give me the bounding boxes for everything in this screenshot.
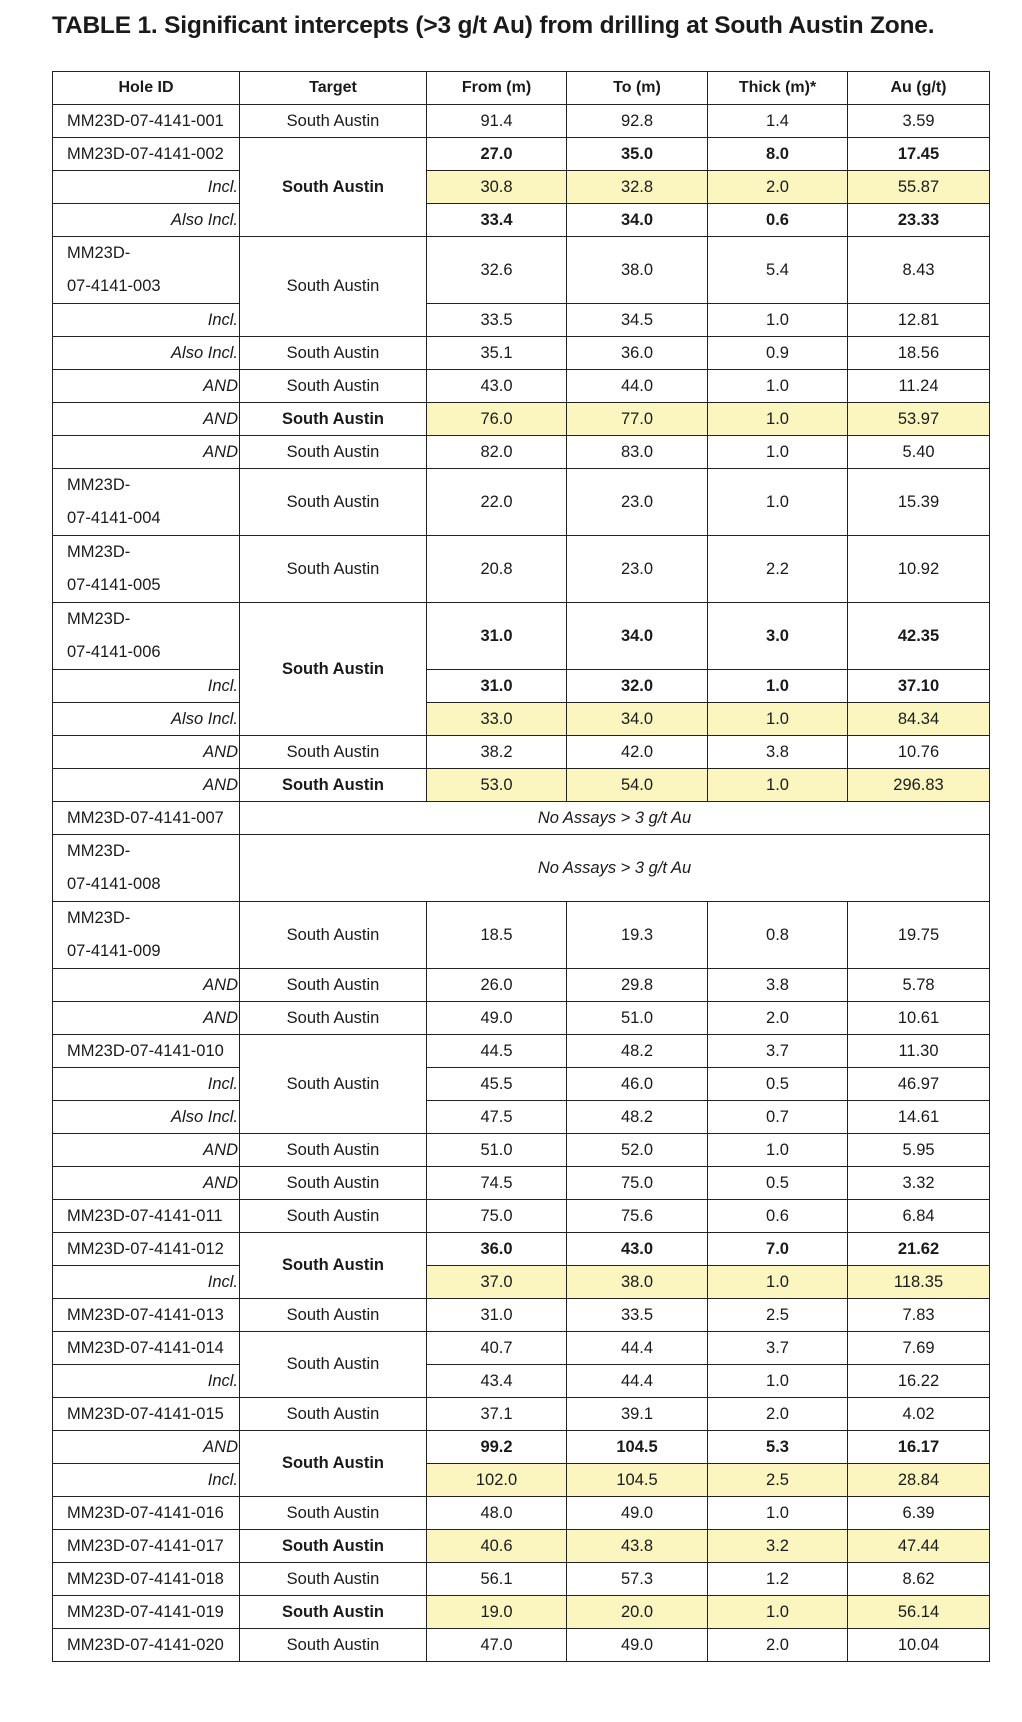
hole-id-cell: MM23D-07-4141-002: [53, 138, 240, 171]
header-target: Target: [240, 72, 427, 105]
table-row: [53, 1035, 990, 1068]
table-row: [53, 1398, 990, 1431]
hole-id-text: MM23D- 07-4141-004: [67, 476, 161, 527]
au-cell: 4.02: [848, 1398, 990, 1431]
header-hole-id: Hole ID: [53, 72, 240, 105]
hole-id-cell: Also Incl.: [53, 337, 240, 370]
hole-id-cell: Also Incl.: [53, 703, 240, 736]
au-cell: 53.97: [848, 403, 990, 436]
table-row: [53, 902, 990, 969]
hole-id-cell: MM23D-07-4141-019: [53, 1596, 240, 1629]
table-row: [53, 370, 990, 403]
target-cell: South Austin: [240, 1332, 427, 1398]
table-row: [53, 237, 990, 304]
from-cell: 102.0: [427, 1464, 567, 1497]
from-cell: 53.0: [427, 769, 567, 802]
au-cell: 16.22: [848, 1365, 990, 1398]
thick-cell: 1.0: [708, 1497, 848, 1530]
table-row: [53, 1563, 990, 1596]
thick-cell: 3.7: [708, 1035, 848, 1068]
from-cell: 74.5: [427, 1167, 567, 1200]
to-cell: 38.0: [567, 237, 708, 304]
from-cell: 49.0: [427, 1002, 567, 1035]
from-cell: 40.7: [427, 1332, 567, 1365]
to-cell: 75.6: [567, 1200, 708, 1233]
au-cell: 21.62: [848, 1233, 990, 1266]
thick-cell: 0.5: [708, 1068, 848, 1101]
table-row: [53, 1365, 990, 1398]
table-row: [53, 1464, 990, 1497]
table-row: [53, 769, 990, 802]
thick-cell: 0.7: [708, 1101, 848, 1134]
header-au: Au (g/t): [848, 72, 990, 105]
from-cell: 26.0: [427, 969, 567, 1002]
to-cell: 57.3: [567, 1563, 708, 1596]
target-cell: South Austin: [240, 1002, 427, 1035]
thick-cell: 0.5: [708, 1167, 848, 1200]
hole-id-cell: [53, 835, 240, 902]
au-cell: 7.69: [848, 1332, 990, 1365]
target-cell: South Austin: [240, 1167, 427, 1200]
from-cell: 75.0: [427, 1200, 567, 1233]
table-row: [53, 1068, 990, 1101]
hole-id-cell: Incl.: [53, 1365, 240, 1398]
to-cell: 43.8: [567, 1530, 708, 1563]
to-cell: 44.0: [567, 370, 708, 403]
hole-id-cell: MM23D-07-4141-014: [53, 1332, 240, 1365]
table-row: [53, 703, 990, 736]
from-cell: 91.4: [427, 105, 567, 138]
target-cell: South Austin: [240, 603, 427, 736]
to-cell: 77.0: [567, 403, 708, 436]
table-row: [53, 802, 990, 835]
table-row: [53, 1134, 990, 1167]
target-cell: South Austin: [240, 469, 427, 536]
au-cell: 18.56: [848, 337, 990, 370]
hole-id-cell: [53, 902, 240, 969]
au-cell: 296.83: [848, 769, 990, 802]
hole-id-cell: MM23D-07-4141-015: [53, 1398, 240, 1431]
to-cell: 51.0: [567, 1002, 708, 1035]
au-cell: 12.81: [848, 304, 990, 337]
au-cell: 6.39: [848, 1497, 990, 1530]
hole-id-text: MM23D- 07-4141-005: [67, 543, 161, 594]
au-cell: 6.84: [848, 1200, 990, 1233]
hole-id-cell: AND: [53, 1002, 240, 1035]
au-cell: 118.35: [848, 1266, 990, 1299]
au-cell: 19.75: [848, 902, 990, 969]
hole-id-cell: Incl.: [53, 1068, 240, 1101]
header-from: From (m): [427, 72, 567, 105]
intercepts-table: [52, 71, 990, 1662]
table-row: [53, 736, 990, 769]
hole-id-cell: AND: [53, 769, 240, 802]
from-cell: 20.8: [427, 536, 567, 603]
to-cell: 34.0: [567, 603, 708, 670]
table-row: [53, 1266, 990, 1299]
au-cell: 5.78: [848, 969, 990, 1002]
table-row: [53, 969, 990, 1002]
hole-id-cell: [53, 469, 240, 536]
from-cell: 47.0: [427, 1629, 567, 1662]
hole-id-cell: MM23D-07-4141-010: [53, 1035, 240, 1068]
table-row: [53, 436, 990, 469]
from-cell: 48.0: [427, 1497, 567, 1530]
thick-cell: 5.4: [708, 237, 848, 304]
from-cell: 37.1: [427, 1398, 567, 1431]
target-cell: South Austin: [240, 1398, 427, 1431]
target-cell: South Austin: [240, 1596, 427, 1629]
to-cell: 38.0: [567, 1266, 708, 1299]
target-cell: South Austin: [240, 403, 427, 436]
table-row: [53, 171, 990, 204]
to-cell: 44.4: [567, 1332, 708, 1365]
to-cell: 32.0: [567, 670, 708, 703]
thick-cell: 3.8: [708, 969, 848, 1002]
to-cell: 39.1: [567, 1398, 708, 1431]
thick-cell: 1.0: [708, 469, 848, 536]
hole-id-cell: Also Incl.: [53, 1101, 240, 1134]
no-assays-note: No Assays > 3 g/t Au: [240, 835, 990, 902]
to-cell: 23.0: [567, 469, 708, 536]
target-cell: South Austin: [240, 736, 427, 769]
to-cell: 34.0: [567, 703, 708, 736]
table-row: [53, 1596, 990, 1629]
target-cell: South Austin: [240, 1233, 427, 1299]
au-cell: 7.83: [848, 1299, 990, 1332]
au-cell: 16.17: [848, 1431, 990, 1464]
target-cell: South Austin: [240, 902, 427, 969]
hole-id-cell: MM23D-07-4141-007: [53, 802, 240, 835]
target-cell: South Austin: [240, 536, 427, 603]
thick-cell: 0.8: [708, 902, 848, 969]
target-cell: South Austin: [240, 769, 427, 802]
header-thick: Thick (m)*: [708, 72, 848, 105]
au-cell: 8.62: [848, 1563, 990, 1596]
au-cell: 10.92: [848, 536, 990, 603]
table-row: [53, 835, 990, 902]
au-cell: 28.84: [848, 1464, 990, 1497]
thick-cell: 0.6: [708, 1200, 848, 1233]
target-cell: South Austin: [240, 1629, 427, 1662]
au-cell: 42.35: [848, 603, 990, 670]
target-cell: South Austin: [240, 370, 427, 403]
from-cell: 76.0: [427, 403, 567, 436]
hole-id-cell: Incl.: [53, 304, 240, 337]
au-cell: 10.04: [848, 1629, 990, 1662]
thick-cell: 2.0: [708, 1398, 848, 1431]
table-row: [53, 1167, 990, 1200]
to-cell: 29.8: [567, 969, 708, 1002]
hole-id-text: MM23D- 07-4141-009: [67, 909, 161, 960]
from-cell: 31.0: [427, 670, 567, 703]
hole-id-cell: AND: [53, 1134, 240, 1167]
thick-cell: 1.0: [708, 670, 848, 703]
hole-id-cell: MM23D-07-4141-011: [53, 1200, 240, 1233]
hole-id-cell: [53, 536, 240, 603]
from-cell: 45.5: [427, 1068, 567, 1101]
from-cell: 47.5: [427, 1101, 567, 1134]
hole-id-cell: AND: [53, 370, 240, 403]
from-cell: 19.0: [427, 1596, 567, 1629]
to-cell: 75.0: [567, 1167, 708, 1200]
from-cell: 56.1: [427, 1563, 567, 1596]
au-cell: 55.87: [848, 171, 990, 204]
au-cell: 3.32: [848, 1167, 990, 1200]
table-row: [53, 403, 990, 436]
to-cell: 19.3: [567, 902, 708, 969]
to-cell: 49.0: [567, 1629, 708, 1662]
hole-id-cell: MM23D-07-4141-017: [53, 1530, 240, 1563]
to-cell: 35.0: [567, 138, 708, 171]
thick-cell: 2.5: [708, 1464, 848, 1497]
au-cell: 37.10: [848, 670, 990, 703]
au-cell: 84.34: [848, 703, 990, 736]
au-cell: 11.30: [848, 1035, 990, 1068]
target-cell: South Austin: [240, 337, 427, 370]
thick-cell: 3.7: [708, 1332, 848, 1365]
au-cell: 46.97: [848, 1068, 990, 1101]
table-row: [53, 138, 990, 171]
thick-cell: 1.0: [708, 370, 848, 403]
from-cell: 38.2: [427, 736, 567, 769]
to-cell: 44.4: [567, 1365, 708, 1398]
to-cell: 34.5: [567, 304, 708, 337]
hole-id-cell: AND: [53, 1167, 240, 1200]
table-row: [53, 1530, 990, 1563]
target-cell: South Austin: [240, 105, 427, 138]
to-cell: 52.0: [567, 1134, 708, 1167]
to-cell: 43.0: [567, 1233, 708, 1266]
au-cell: 5.40: [848, 436, 990, 469]
au-cell: 8.43: [848, 237, 990, 304]
table-row: [53, 1299, 990, 1332]
from-cell: 33.4: [427, 204, 567, 237]
header-row: [53, 72, 990, 105]
from-cell: 44.5: [427, 1035, 567, 1068]
to-cell: 104.5: [567, 1431, 708, 1464]
table-body: [53, 105, 990, 1662]
from-cell: 51.0: [427, 1134, 567, 1167]
to-cell: 54.0: [567, 769, 708, 802]
thick-cell: 1.0: [708, 1596, 848, 1629]
target-cell: South Austin: [240, 1035, 427, 1134]
hole-id-cell: AND: [53, 1431, 240, 1464]
from-cell: 43.4: [427, 1365, 567, 1398]
hole-id-cell: Incl.: [53, 1464, 240, 1497]
table-row: [53, 204, 990, 237]
hole-id-cell: MM23D-07-4141-016: [53, 1497, 240, 1530]
target-cell: South Austin: [240, 1299, 427, 1332]
hole-id-cell: [53, 603, 240, 670]
header-to: To (m): [567, 72, 708, 105]
thick-cell: 2.2: [708, 536, 848, 603]
thick-cell: 2.0: [708, 1002, 848, 1035]
from-cell: 18.5: [427, 902, 567, 969]
table-row: [53, 670, 990, 703]
to-cell: 48.2: [567, 1035, 708, 1068]
thick-cell: 1.0: [708, 403, 848, 436]
au-cell: 47.44: [848, 1530, 990, 1563]
table-row: [53, 1497, 990, 1530]
from-cell: 99.2: [427, 1431, 567, 1464]
to-cell: 48.2: [567, 1101, 708, 1134]
thick-cell: 7.0: [708, 1233, 848, 1266]
thick-cell: 2.0: [708, 171, 848, 204]
target-cell: South Austin: [240, 1530, 427, 1563]
from-cell: 22.0: [427, 469, 567, 536]
au-cell: 56.14: [848, 1596, 990, 1629]
table-row: [53, 337, 990, 370]
table-title: TABLE 1. Significant intercepts (>3 g/t Au) from drilling at South Austin Zone.: [52, 12, 935, 39]
table-row: [53, 105, 990, 138]
thick-cell: 0.9: [708, 337, 848, 370]
thick-cell: 1.0: [708, 703, 848, 736]
hole-id-cell: AND: [53, 403, 240, 436]
table-row: [53, 603, 990, 670]
hole-id-cell: Incl.: [53, 1266, 240, 1299]
from-cell: 33.5: [427, 304, 567, 337]
thick-cell: 5.3: [708, 1431, 848, 1464]
thick-cell: 1.4: [708, 105, 848, 138]
hole-id-text: MM23D- 07-4141-008: [67, 842, 161, 893]
no-assays-note: No Assays > 3 g/t Au: [240, 802, 990, 835]
to-cell: 36.0: [567, 337, 708, 370]
from-cell: 33.0: [427, 703, 567, 736]
target-cell: South Austin: [240, 1134, 427, 1167]
thick-cell: 3.2: [708, 1530, 848, 1563]
hole-id-cell: Incl.: [53, 670, 240, 703]
au-cell: 11.24: [848, 370, 990, 403]
to-cell: 104.5: [567, 1464, 708, 1497]
table-row: [53, 1200, 990, 1233]
target-cell: South Austin: [240, 1200, 427, 1233]
from-cell: 27.0: [427, 138, 567, 171]
to-cell: 34.0: [567, 204, 708, 237]
hole-id-cell: Incl.: [53, 171, 240, 204]
table-row: [53, 1629, 990, 1662]
thick-cell: 1.0: [708, 1134, 848, 1167]
table-row: [53, 1101, 990, 1134]
au-cell: 14.61: [848, 1101, 990, 1134]
hole-id-cell: MM23D-07-4141-020: [53, 1629, 240, 1662]
to-cell: 46.0: [567, 1068, 708, 1101]
hole-id-cell: MM23D-07-4141-013: [53, 1299, 240, 1332]
target-cell: South Austin: [240, 237, 427, 337]
thick-cell: 2.5: [708, 1299, 848, 1332]
to-cell: 20.0: [567, 1596, 708, 1629]
table-row: [53, 1233, 990, 1266]
thick-cell: 1.0: [708, 304, 848, 337]
from-cell: 37.0: [427, 1266, 567, 1299]
au-cell: 10.61: [848, 1002, 990, 1035]
thick-cell: 0.6: [708, 204, 848, 237]
au-cell: 17.45: [848, 138, 990, 171]
thick-cell: 1.0: [708, 436, 848, 469]
from-cell: 30.8: [427, 171, 567, 204]
hole-id-text: MM23D- 07-4141-003: [67, 244, 161, 295]
hole-id-cell: [53, 237, 240, 304]
hole-id-cell: AND: [53, 736, 240, 769]
thick-cell: 1.0: [708, 1365, 848, 1398]
hole-id-cell: AND: [53, 969, 240, 1002]
thick-cell: 3.0: [708, 603, 848, 670]
target-cell: South Austin: [240, 1497, 427, 1530]
thick-cell: 1.0: [708, 769, 848, 802]
target-cell: South Austin: [240, 1563, 427, 1596]
au-cell: 15.39: [848, 469, 990, 536]
table-row: [53, 1332, 990, 1365]
au-cell: 5.95: [848, 1134, 990, 1167]
to-cell: 33.5: [567, 1299, 708, 1332]
table-row: [53, 469, 990, 536]
thick-cell: 1.0: [708, 1266, 848, 1299]
from-cell: 40.6: [427, 1530, 567, 1563]
thick-cell: 1.2: [708, 1563, 848, 1596]
from-cell: 35.1: [427, 337, 567, 370]
thick-cell: 3.8: [708, 736, 848, 769]
hole-id-cell: MM23D-07-4141-018: [53, 1563, 240, 1596]
hole-id-cell: MM23D-07-4141-001: [53, 105, 240, 138]
table-row: [53, 304, 990, 337]
hole-id-cell: Also Incl.: [53, 204, 240, 237]
target-cell: South Austin: [240, 969, 427, 1002]
thick-cell: 2.0: [708, 1629, 848, 1662]
to-cell: 32.8: [567, 171, 708, 204]
au-cell: 23.33: [848, 204, 990, 237]
table-row: [53, 1431, 990, 1464]
from-cell: 43.0: [427, 370, 567, 403]
from-cell: 36.0: [427, 1233, 567, 1266]
from-cell: 31.0: [427, 1299, 567, 1332]
hole-id-cell: MM23D-07-4141-012: [53, 1233, 240, 1266]
from-cell: 31.0: [427, 603, 567, 670]
table-row: [53, 1002, 990, 1035]
thick-cell: 8.0: [708, 138, 848, 171]
to-cell: 49.0: [567, 1497, 708, 1530]
to-cell: 92.8: [567, 105, 708, 138]
target-cell: South Austin: [240, 436, 427, 469]
to-cell: 83.0: [567, 436, 708, 469]
hole-id-text: MM23D- 07-4141-006: [67, 610, 161, 661]
from-cell: 32.6: [427, 237, 567, 304]
from-cell: 82.0: [427, 436, 567, 469]
hole-id-cell: AND: [53, 436, 240, 469]
to-cell: 42.0: [567, 736, 708, 769]
au-cell: 3.59: [848, 105, 990, 138]
au-cell: 10.76: [848, 736, 990, 769]
target-cell: South Austin: [240, 138, 427, 237]
to-cell: 23.0: [567, 536, 708, 603]
table-row: [53, 536, 990, 603]
target-cell: South Austin: [240, 1431, 427, 1497]
